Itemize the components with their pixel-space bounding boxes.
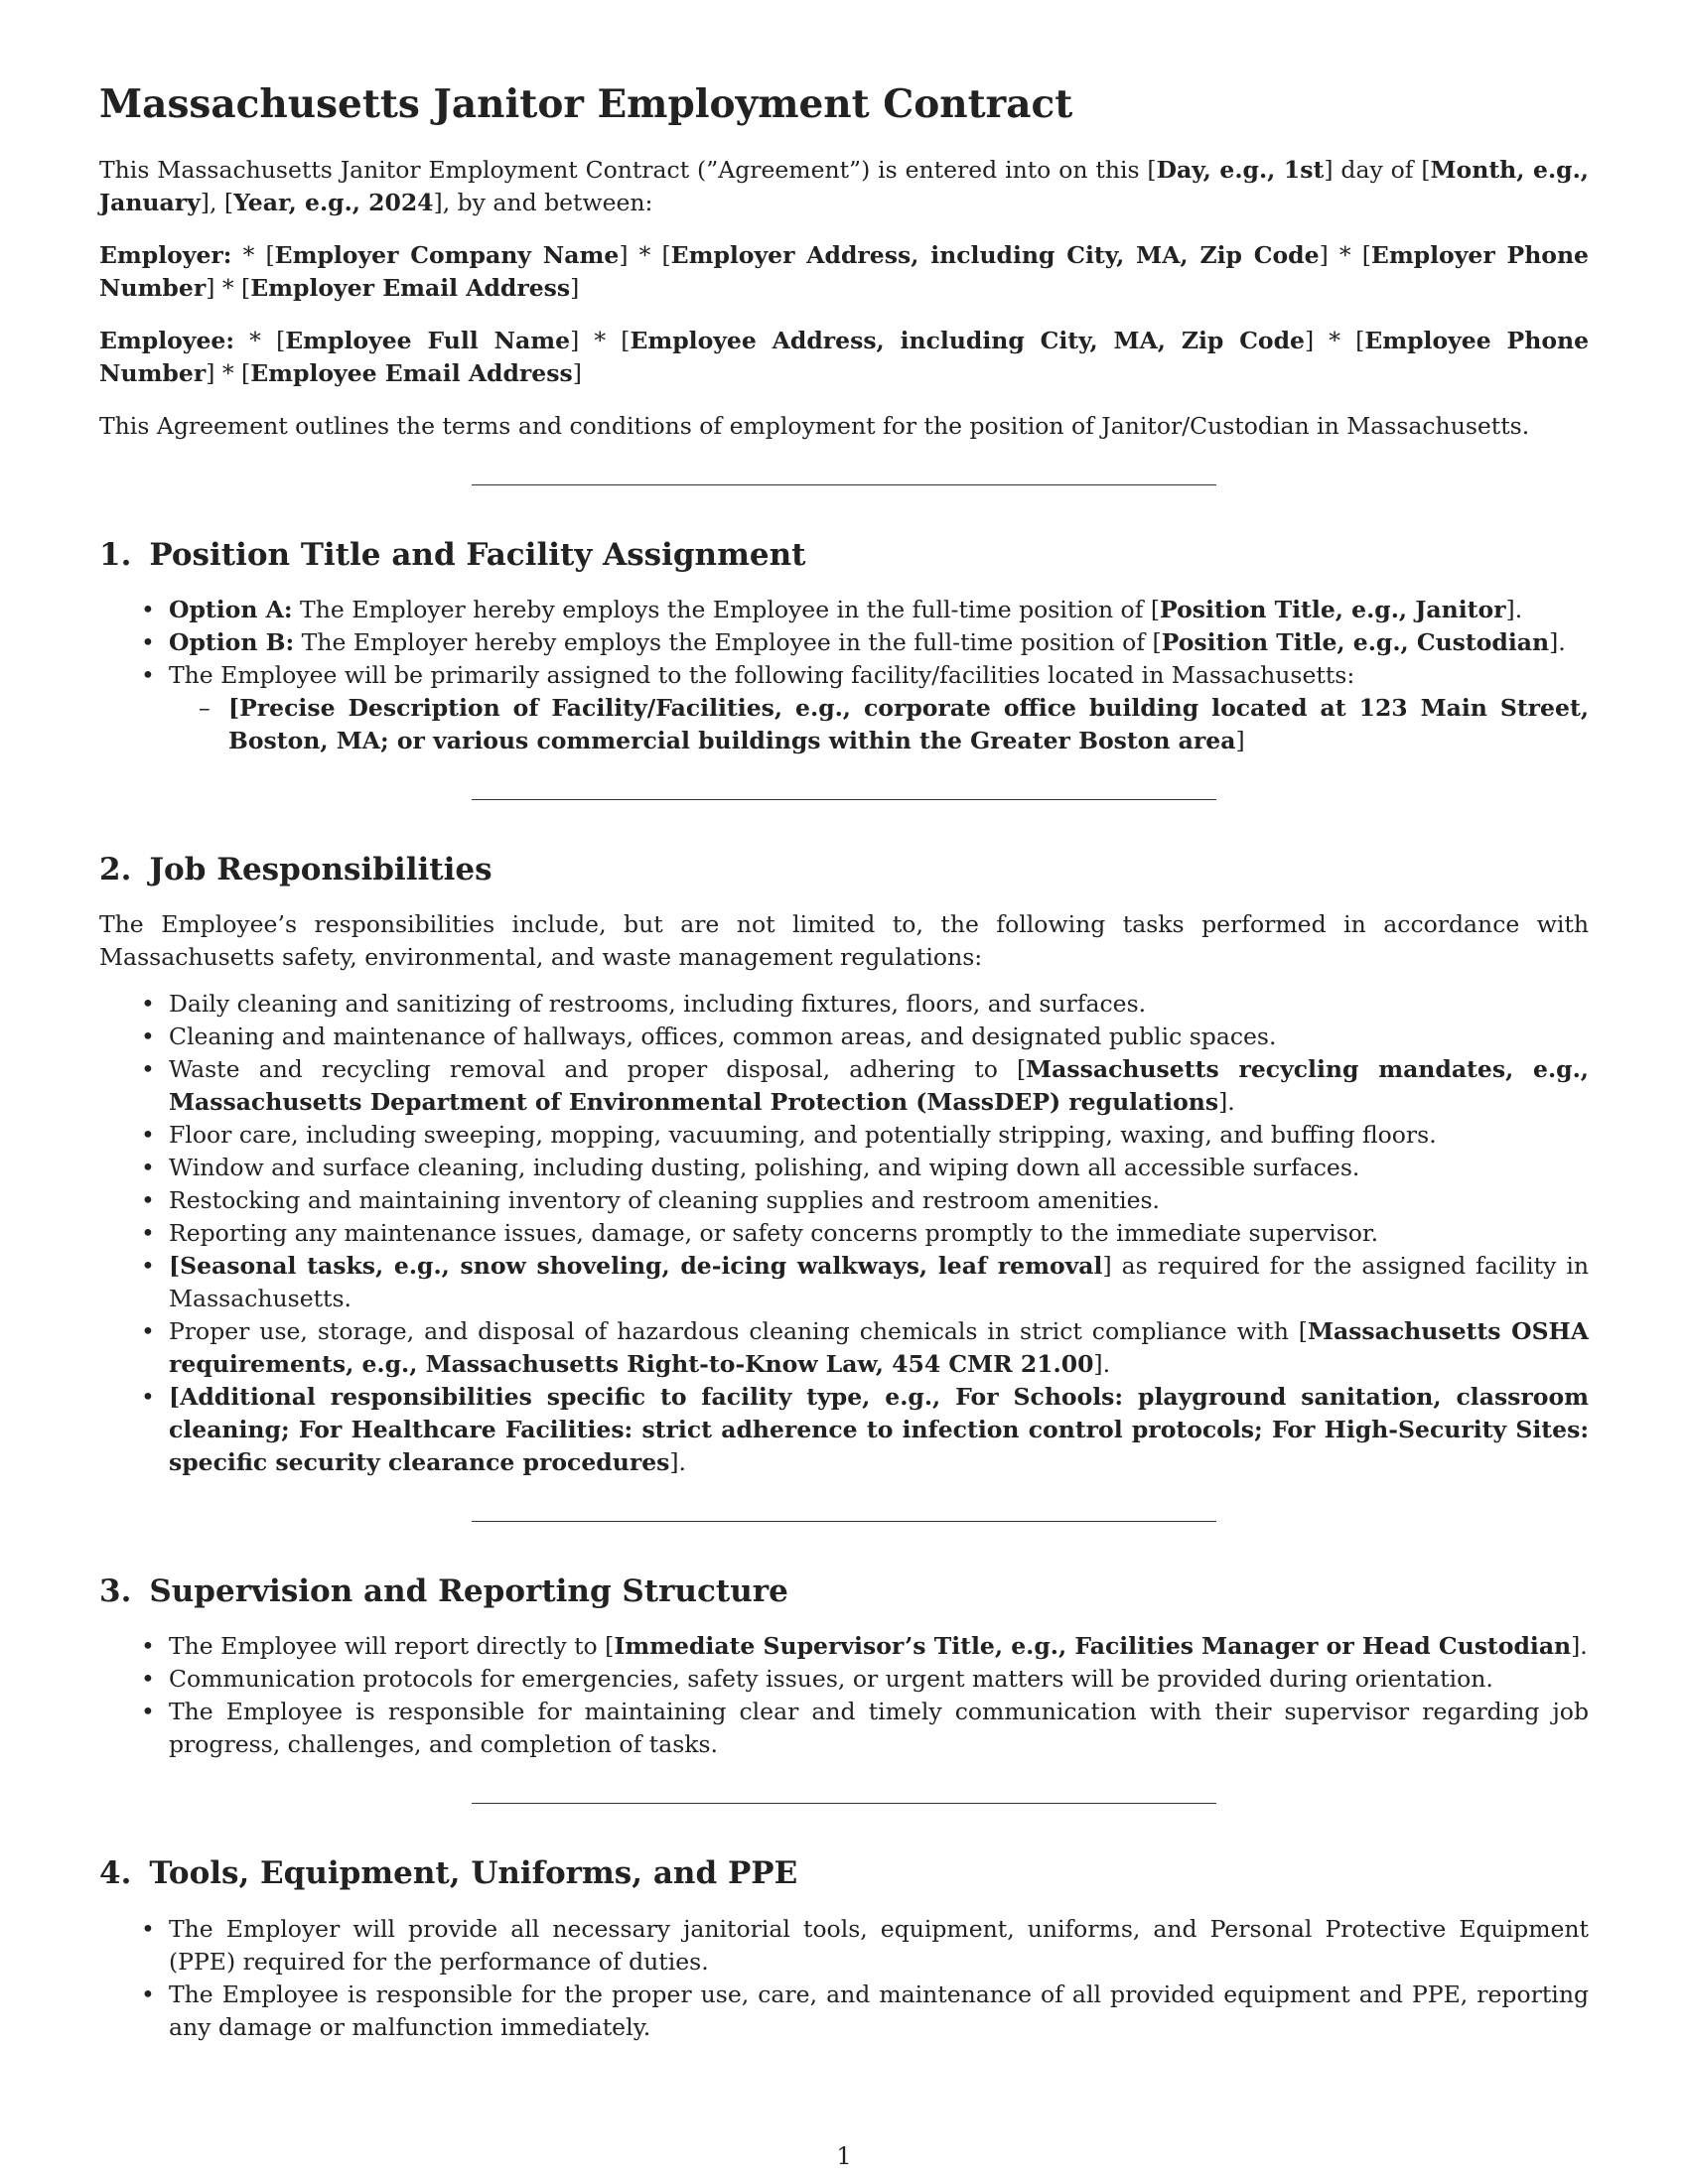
list-item: • The Employee is responsible for the proper use, care, and maintenance of all provided equipment and PPE, reporting any damage or malfunction immediately. — [169, 1979, 1589, 2044]
list-text: The Employee will be primarily assigned to the following facility/facilities located in Massachusetts: — [169, 660, 1355, 689]
year-placeholder: Year, e.g., 2024 — [233, 188, 434, 216]
document-title: Massachusetts Janitor Employment Contract — [99, 81, 1073, 127]
list-item — [169, 659, 1589, 757]
section-heading-1 — [99, 537, 1589, 574]
list-item: • Daily cleaning and sanitizing of restrooms, including fixtures, floors, and surfaces. — [169, 988, 1589, 1021]
section-4-list — [99, 1913, 1589, 2044]
section-divider — [472, 1803, 1216, 1804]
list-item: • Cleaning and maintenance of hallways, offices, common areas, and designated public spaces. — [169, 1021, 1589, 1053]
section-number: 2. — [99, 851, 132, 887]
employer-block — [99, 239, 1589, 305]
recycling-mandates-placeholder: Massachusetts recycling mandates, e.g., Massachusetts Department of Environmental Protection (MassDEP) regulations — [169, 1055, 1589, 1117]
supervisor-title-placeholder: Immediate Supervisor’s Title, e.g., Facilities Manager or Head Custodian — [614, 1632, 1572, 1661]
list-text: ]. — [1093, 1350, 1111, 1379]
facility-sublist — [169, 692, 1589, 757]
separator-text: * [ — [234, 326, 286, 354]
list-item: • Communication protocols for emergencies, safety issues, or urgent matters will be provided during orientation. — [169, 1663, 1589, 1696]
list-item — [169, 1053, 1589, 1119]
facility-description-placeholder: Precise Description of Facility/Facilities, e.g., corporate office building located at 123 Main Street, Boston, MA; or various commercial buildings within the Greater Boston area — [228, 693, 1589, 754]
section-heading-3 — [99, 1573, 1589, 1610]
option-a-label: Option A: — [169, 595, 293, 623]
intro-text: ], by and between: — [433, 188, 653, 216]
employee-label: Employee: — [99, 326, 235, 354]
section-divider — [472, 799, 1216, 800]
employer-phone-placeholder: Employer Phone Number — [99, 240, 1590, 302]
list-text: ]. — [1218, 1088, 1235, 1117]
section-number: 1. — [99, 536, 132, 573]
section-divider — [472, 484, 1216, 485]
list-item — [169, 1630, 1589, 1663]
intro-paragraph — [99, 154, 1589, 219]
employer-name-placeholder: Employer Company Name — [274, 240, 620, 269]
bracket: ] — [1235, 726, 1245, 754]
list-text: ]. — [1571, 1632, 1588, 1661]
section-3-list — [99, 1630, 1589, 1761]
day-placeholder: Day, e.g., 1st — [1156, 155, 1325, 184]
employer-label: Employer: — [99, 240, 232, 269]
sublist-item — [228, 692, 1589, 757]
list-item: • Window and surface cleaning, including dusting, polishing, and wiping down all accessible surfaces. — [169, 1152, 1589, 1184]
list-item — [169, 594, 1589, 626]
separator-text: ] — [570, 273, 580, 302]
section-2-intro: The Employee’s responsibilities include, but are not limited to, the following tasks performed in accordance with Massachusetts safety, environmental, and waste management regulations: — [99, 910, 1589, 972]
list-text: ]. — [669, 1448, 687, 1477]
employer-email-placeholder: Employer Email Address — [250, 273, 571, 302]
month-placeholder: Month, e.g., January — [99, 155, 1589, 216]
document-page — [99, 81, 1589, 2044]
section-2-list — [99, 988, 1589, 1479]
employee-name-placeholder: Employee Full Name — [285, 326, 571, 354]
option-b-label: Option B: — [169, 627, 295, 656]
intro-text: ], [ — [200, 188, 234, 216]
separator-text: * [ — [231, 240, 275, 269]
position-title-placeholder: Position Title, e.g., Janitor — [1160, 595, 1506, 623]
agreement-outline-paragraph: This Agreement outlines the terms and conditions of employment for the position of Janitor/Custodian in Massachusetts. — [99, 411, 1530, 440]
separator-text: ] * [ — [1319, 240, 1371, 269]
list-item — [169, 1381, 1589, 1479]
list-text: The Employer hereby employs the Employee in the full-time position of [ — [292, 595, 1161, 623]
section-number: 3. — [99, 1573, 132, 1610]
list-item — [169, 626, 1589, 659]
section-title: Supervision and Reporting Structure — [149, 1573, 788, 1610]
section-title: Position Title and Facility Assignment — [149, 536, 806, 573]
employee-address-placeholder: Employee Address, including City, MA, Zip Code — [630, 326, 1305, 354]
section-heading-2 — [99, 852, 1589, 888]
separator-text: ] — [572, 358, 582, 387]
list-item — [169, 1250, 1589, 1315]
bracket: [ — [228, 693, 240, 722]
list-item: • The Employer will provide all necessary janitorial tools, equipment, uniforms, and Personal Protective Equipment (PPE) required for the performance of duties. — [169, 1913, 1589, 1979]
list-item: • Restocking and maintaining inventory of cleaning supplies and restroom amenities. — [169, 1184, 1589, 1217]
section-divider — [472, 1521, 1216, 1522]
intro-text: ] day of [ — [1324, 155, 1431, 184]
intro-text: This Massachusetts Janitor Employment Contract (”Agreement”) is entered into on this [ — [99, 155, 1157, 184]
list-item: • The Employee is responsible for maintaining clear and timely communication with their supervisor regarding job progress, challenges, and completion of tasks. — [169, 1696, 1589, 1761]
list-text: The Employee will report directly to [ — [169, 1632, 615, 1661]
separator-text: ] * [ — [206, 358, 251, 387]
list-text: ] as required for the assigned facility in Massachusetts. — [169, 1252, 1589, 1313]
section-heading-4 — [99, 1855, 1589, 1892]
list-text: The Employer hereby employs the Employee in the full-time position of [ — [294, 627, 1162, 656]
employee-phone-placeholder: Employee Phone Number — [99, 326, 1590, 387]
list-item: • Reporting any maintenance issues, damage, or safety concerns promptly to the immediate supervisor. — [169, 1217, 1589, 1250]
separator-text: ] * [ — [619, 240, 671, 269]
list-text: ]. — [1549, 627, 1566, 656]
page-number: 1 — [836, 2142, 852, 2170]
bracket: [ — [169, 1383, 181, 1412]
list-text: Waste and recycling removal and proper disposal, adhering to [ — [169, 1055, 1027, 1084]
section-title: Job Responsibilities — [149, 851, 492, 887]
separator-text: ] * [ — [570, 326, 631, 354]
section-title: Tools, Equipment, Uniforms, and PPE — [149, 1855, 798, 1892]
section-1-list — [99, 594, 1589, 757]
list-text: Proper use, storage, and disposal of hazardous cleaning chemicals in strict compliance with [ — [169, 1317, 1308, 1346]
section-number: 4. — [99, 1855, 132, 1892]
separator-text: ] * [ — [1304, 326, 1365, 354]
additional-responsibilities-placeholder: Additional responsibilities specific to facility type, e.g., For Schools: playground sanitation, classroom cleaning; For Healthcare Facilities: strict adherence to infection control protocols; For High-Security Sites: specific security clearance procedures — [169, 1383, 1589, 1477]
position-title-placeholder: Position Title, e.g., Custodian — [1161, 627, 1550, 656]
osha-requirements-placeholder: Massachusetts OSHA requirements, e.g., Massachusetts Right-to-Know Law, 454 CMR 21.00 — [169, 1317, 1589, 1379]
separator-text: ] * [ — [206, 273, 251, 302]
bracket: [ — [169, 1252, 181, 1281]
employee-email-placeholder: Employee Email Address — [250, 358, 573, 387]
seasonal-tasks-placeholder: Seasonal tasks, e.g., snow shoveling, de-icing walkways, leaf removal — [180, 1252, 1103, 1281]
list-item — [169, 1315, 1589, 1381]
list-text: ]. — [1505, 595, 1523, 623]
employer-address-placeholder: Employer Address, including City, MA, Zip Code — [670, 240, 1320, 269]
list-item: • Floor care, including sweeping, mopping, vacuuming, and potentially stripping, waxing, and buffing floors. — [169, 1119, 1589, 1152]
employee-block — [99, 325, 1589, 390]
